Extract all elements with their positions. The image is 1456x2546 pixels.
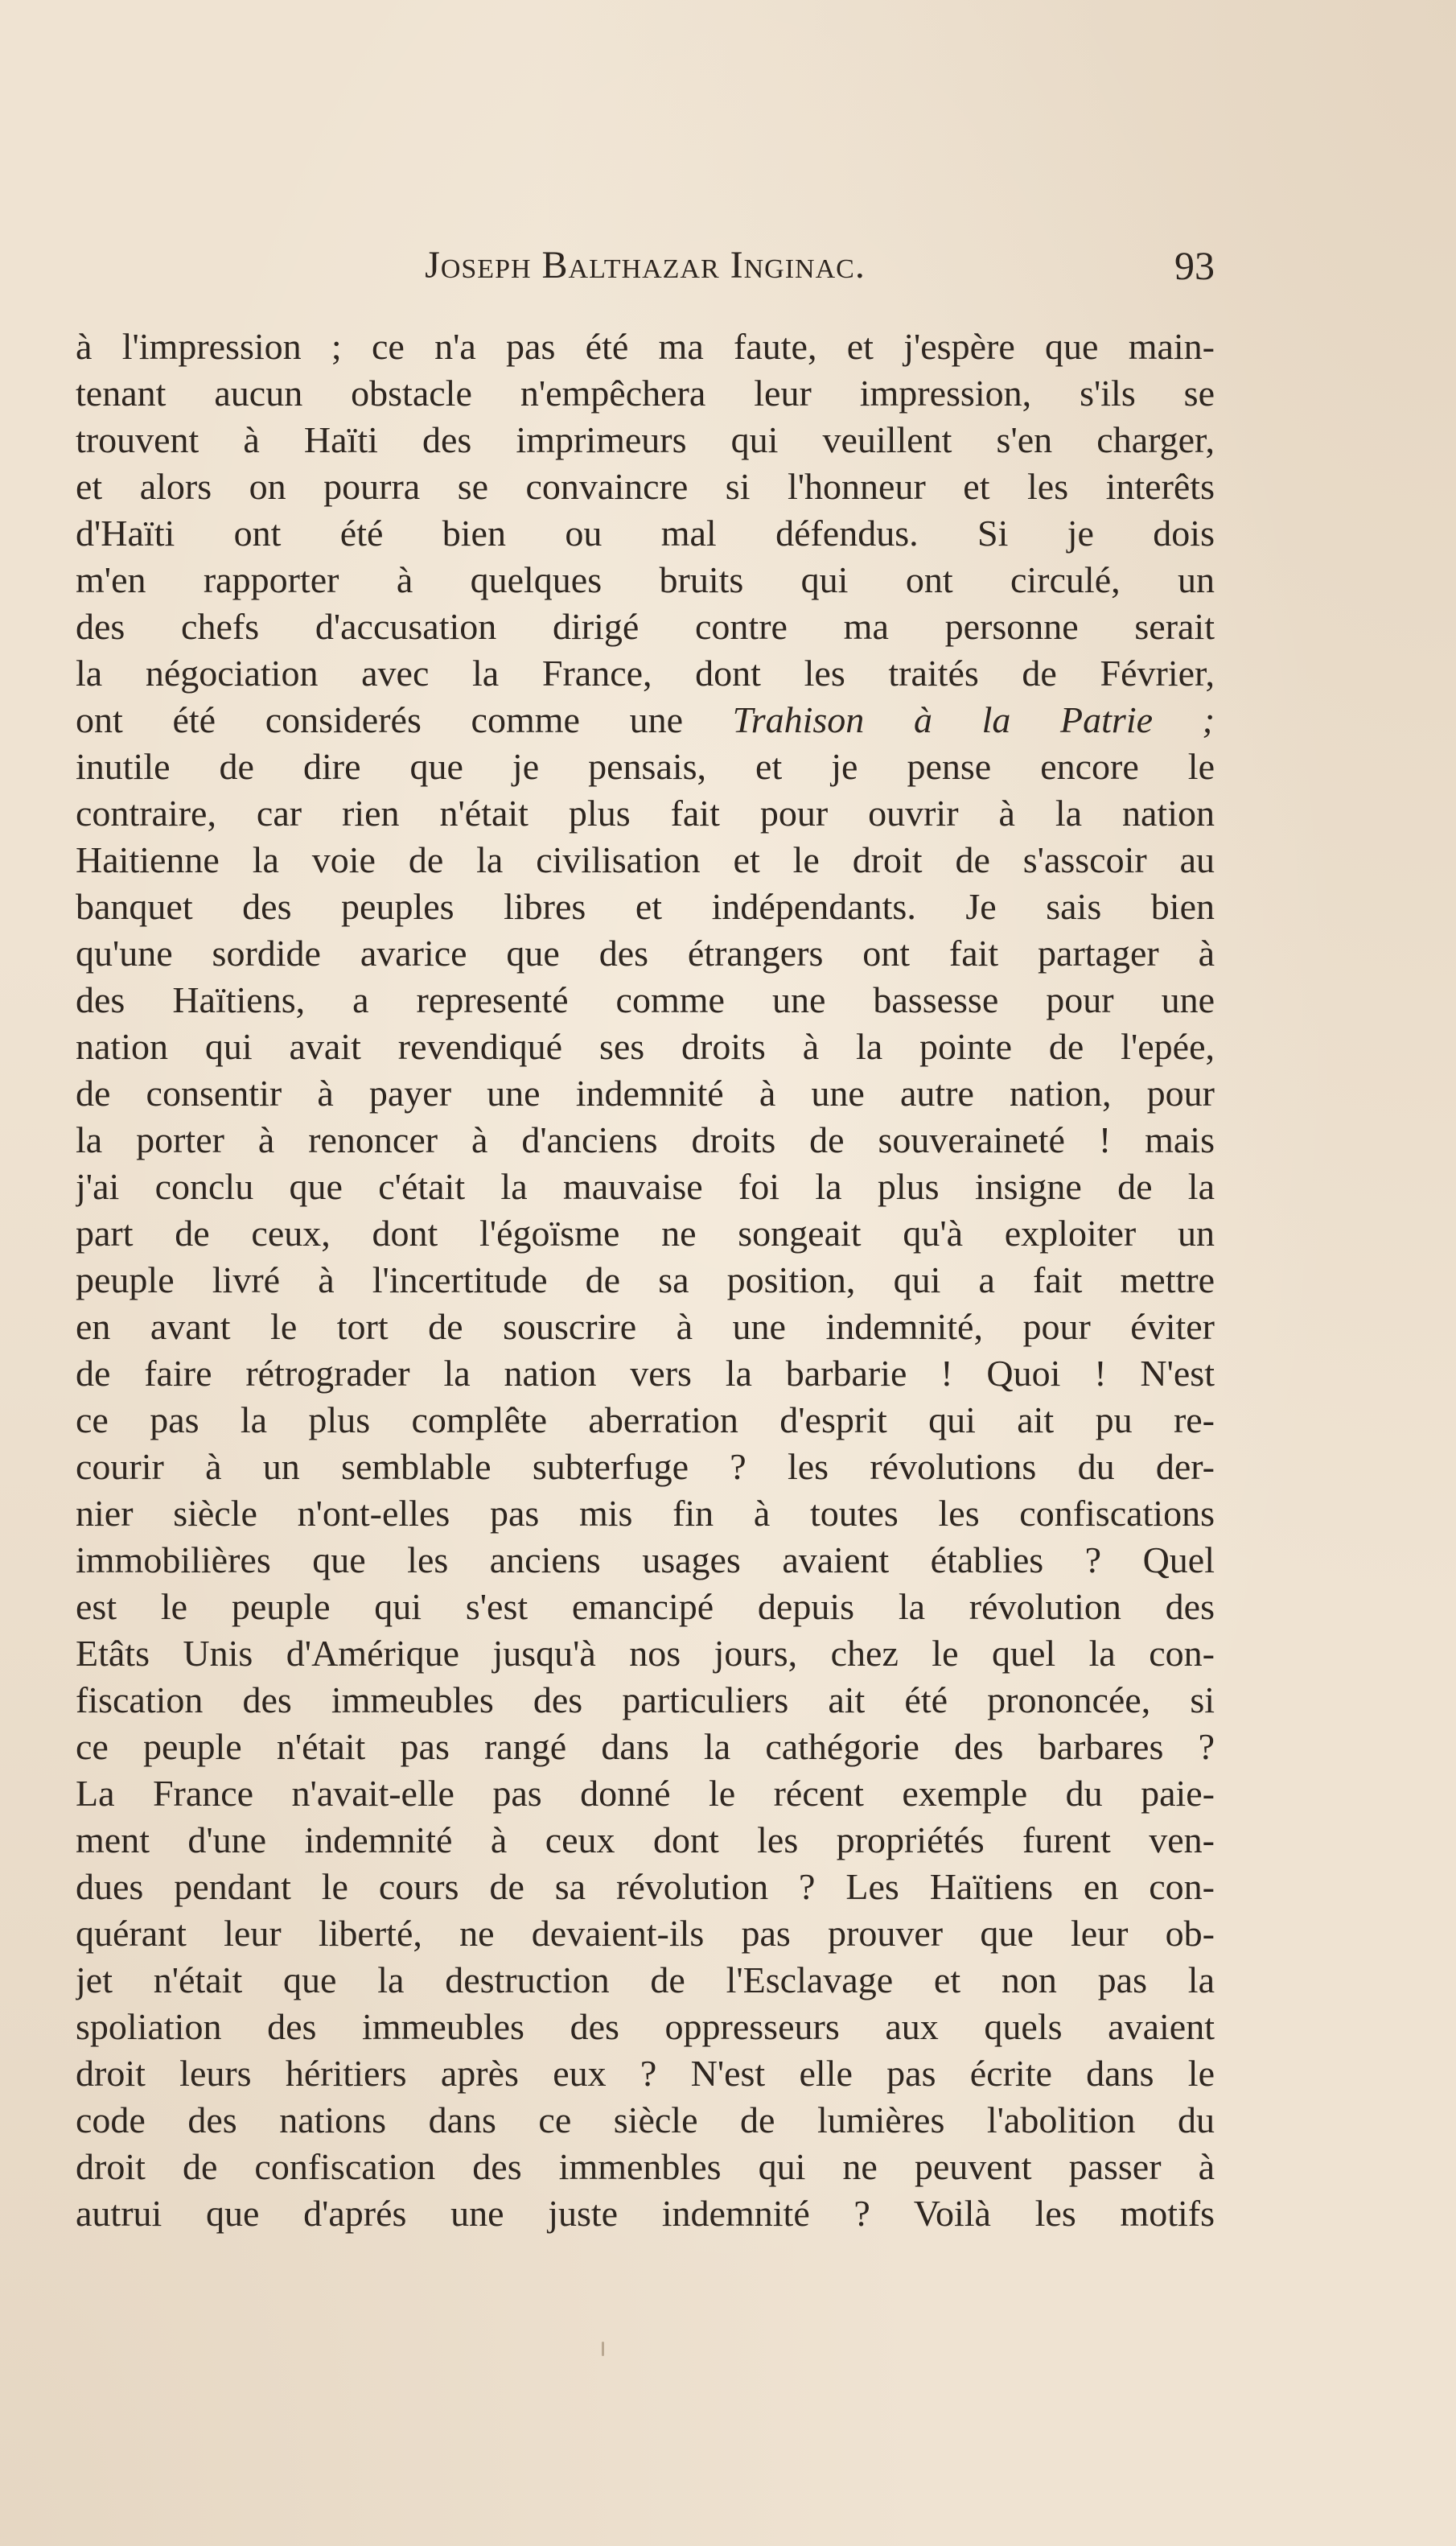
paper-speck [602, 2342, 604, 2356]
text-line: des chefs d'accusation dirigé contre ma personne serait [76, 606, 1215, 647]
text-line: ment d'une indemnité à ceux dont les propriétés furent ven- [76, 1819, 1215, 1860]
text-line: à l'impression ; ce n'a pas été ma faute, et j'espère que main- [76, 326, 1215, 367]
text-line: d'Haïti ont été bien ou mal défendus. Si je dois [76, 513, 1215, 554]
text-line: trouvent à Haïti des imprimeurs qui veuillent s'en charger, [76, 419, 1215, 460]
text-line: nation qui avait revendiqué ses droits à la pointe de l'epée, [76, 1026, 1215, 1067]
text-line: courir à un semblable subterfuge ? les révolutions du der- [76, 1446, 1215, 1487]
text-line: quérant leur liberté, ne devaient-ils pas prouver que leur ob- [76, 1913, 1215, 1954]
text-line: droit de confiscation des immenbles qui ne peuvent passer à [76, 2146, 1215, 2187]
text-line: immobilières que les anciens usages avaient établies ? Quel [76, 1539, 1215, 1580]
page-number: 93 [1174, 243, 1215, 288]
running-title: Joseph Balthazar Inginac. [425, 244, 866, 286]
text-line: autrui que d'aprés une juste indemnité ? Voilà les motifs [76, 2193, 1215, 2234]
body-text [76, 323, 1215, 2237]
text-line: inutile de dire que je pensais, et je pense encore le [76, 746, 1215, 787]
text-line: en avant le tort de souscrire à une indemnité, pour éviter [76, 1306, 1215, 1347]
text-line: dues pendant le cours de sa révolution ? Les Haïtiens en con- [76, 1866, 1215, 1907]
text-line: spoliation des immeubles des oppresseurs aux quels avaient [76, 2006, 1215, 2047]
text-line: part de ceux, dont l'égoïsme ne songeait qu'à exploiter un [76, 1213, 1215, 1254]
text-line: fiscation des immeubles des particuliers ait été prononcée, si [76, 1679, 1215, 1720]
text-line: ont été considerés comme une Trahison à la Patrie ; [76, 699, 1215, 740]
running-head [76, 233, 1215, 298]
text-line: peuple livré à l'incertitude de sa position, qui a fait mettre [76, 1259, 1215, 1300]
text-line: m'en rapporter à quelques bruits qui ont circulé, un [76, 559, 1215, 600]
text-line: et alors on pourra se convaincre si l'honneur et les interêts [76, 466, 1215, 507]
text-line: Etâts Unis d'Amérique jusqu'à nos jours, chez le quel la con- [76, 1633, 1215, 1674]
text-line: est le peuple qui s'est emancipé depuis la révolution des [76, 1586, 1215, 1627]
text-line: de faire rétrograder la nation vers la barbarie ! Quoi ! N'est [76, 1353, 1215, 1394]
text-line: nier siècle n'ont-elles pas mis fin à toutes les confiscations [76, 1493, 1215, 1534]
text-line: jet n'était que la destruction de l'Esclavage et non pas la [76, 1959, 1215, 2000]
text-line: la porter à renoncer à d'anciens droits de souveraineté ! mais [76, 1119, 1215, 1160]
text-line: droit leurs héritiers après eux ? N'est elle pas écrite dans le [76, 2053, 1215, 2094]
text-line: ce peuple n'était pas rangé dans la cathégorie des barbares ? [76, 1726, 1215, 1767]
text-line: j'ai conclu que c'était la mauvaise foi la plus insigne de la [76, 1166, 1215, 1207]
text-line: La France n'avait-elle pas donné le récent exemple du paie- [76, 1773, 1215, 1814]
text-line: tenant aucun obstacle n'empêchera leur impression, s'ils se [76, 373, 1215, 414]
text-line: la négociation avec la France, dont les traités de Février, [76, 653, 1215, 694]
text-line: des Haïtiens, a representé comme une bassesse pour une [76, 979, 1215, 1020]
text-line: Haitienne la voie de la civilisation et le droit de s'asscoir au [76, 839, 1215, 880]
text-line: de consentir à payer une indemnité à une autre nation, pour [76, 1073, 1215, 1114]
text-line: code des nations dans ce siècle de lumières l'abolition du [76, 2099, 1215, 2140]
text-line: contraire, car rien n'était plus fait pour ouvrir à la nation [76, 793, 1215, 834]
text-line: qu'une sordide avarice que des étrangers ont fait partager à [76, 933, 1215, 974]
text-line: ce pas la plus complête aberration d'esprit qui ait pu re- [76, 1399, 1215, 1440]
text-line: banquet des peuples libres et indépendants. Je sais bien [76, 886, 1215, 927]
